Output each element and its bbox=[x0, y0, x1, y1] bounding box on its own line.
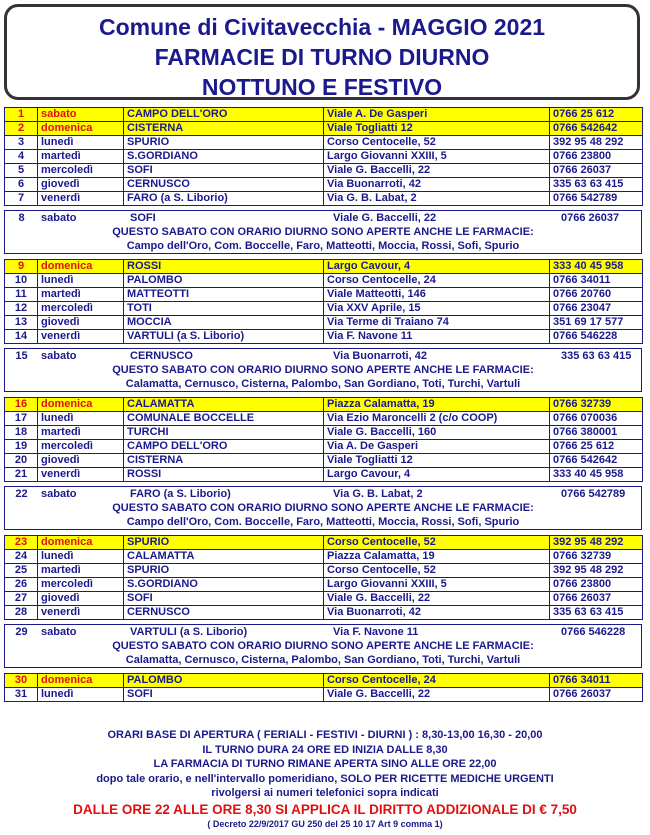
day-number: 1 bbox=[5, 108, 38, 122]
weekday: sabato bbox=[38, 108, 124, 122]
saturday-box bbox=[4, 624, 642, 668]
day-number: 6 bbox=[5, 178, 38, 192]
weekday: domenica bbox=[38, 260, 124, 274]
pharmacy-address: Piazza Calamatta, 19 bbox=[324, 398, 550, 412]
table-row bbox=[5, 136, 643, 150]
weekday: giovedì bbox=[38, 178, 124, 192]
weekday: domenica bbox=[38, 674, 124, 688]
pharmacy-phone: 333 40 45 958 bbox=[550, 260, 643, 274]
pharmacy-phone: 0766 23800 bbox=[550, 578, 643, 592]
pharmacy-phone: 392 95 48 292 bbox=[550, 136, 643, 150]
pharmacy-address: Piazza Calamatta, 19 bbox=[324, 550, 550, 564]
pharmacy-phone: 0766 26037 bbox=[550, 592, 643, 606]
pharmacy-name: CERNUSCO bbox=[124, 606, 324, 620]
opening-hours: ORARI BASE DI APERTURA ( FERIALI - FESTIVI - DIURNI ) : 8,30-13,00 16,30 - 20,00 bbox=[107, 729, 543, 741]
day-number: 10 bbox=[5, 274, 38, 288]
day-number: 22 bbox=[15, 488, 28, 500]
day-number: 26 bbox=[5, 578, 38, 592]
table-row bbox=[5, 606, 643, 620]
weekday: lunedì bbox=[38, 688, 124, 702]
saturday-open-list: Calamatta, Cernusco, Cisterna, Palombo, San Gordiano, Toti, Turchi, Vartuli bbox=[125, 654, 521, 666]
weekday: mercoledì bbox=[38, 302, 124, 316]
schedule-table bbox=[4, 535, 643, 620]
pharmacy-address: Via Buonarroti, 42 bbox=[324, 178, 550, 192]
table-row bbox=[5, 550, 643, 564]
pharmacy-phone: 333 40 45 958 bbox=[550, 468, 643, 482]
pharmacy-address: Via Ezio Maroncelli 2 (c/o COOP) bbox=[324, 412, 550, 426]
day-number: 29 bbox=[15, 626, 28, 638]
pharmacy-address: Via F. Navone 11 bbox=[324, 330, 550, 344]
pharmacy-name: TOTI bbox=[124, 302, 324, 316]
pharmacy-phone: 0766 26037 bbox=[550, 688, 643, 702]
day-number: 13 bbox=[5, 316, 38, 330]
weekday: martedì bbox=[38, 426, 124, 440]
pharmacy-name: PALOMBO bbox=[124, 674, 324, 688]
pharmacy-name: MATTEOTTI bbox=[124, 288, 324, 302]
page-title: Comune di Civitavecchia - MAGGIO 2021 bbox=[98, 14, 546, 40]
weekday: venerdì bbox=[38, 468, 124, 482]
pharmacy-name: CAMPO DELL'ORO bbox=[124, 440, 324, 454]
pharmacy-phone: 0766 070036 bbox=[550, 412, 643, 426]
weekday: domenica bbox=[38, 536, 124, 550]
pharmacy-address: Corso Centocelle, 52 bbox=[324, 136, 550, 150]
pharmacy-phone: 0766 25 612 bbox=[550, 440, 643, 454]
title-box bbox=[4, 4, 640, 100]
table-row bbox=[5, 192, 643, 206]
table-row bbox=[5, 150, 643, 164]
pharmacy-address: Via F. Navone 11 bbox=[333, 626, 419, 638]
pharmacy-phone: 0766 546228 bbox=[561, 626, 626, 638]
saturday-box bbox=[4, 348, 642, 392]
pharmacy-address: Corso Centocelle, 52 bbox=[324, 564, 550, 578]
day-number: 14 bbox=[5, 330, 38, 344]
phone-note: rivolgersi ai numeri telefonici sopra indicati bbox=[211, 787, 439, 799]
saturday-row bbox=[5, 625, 641, 639]
table-row bbox=[5, 260, 643, 274]
day-number: 21 bbox=[5, 468, 38, 482]
pharmacy-phone: 0766 542642 bbox=[550, 454, 643, 468]
weekday: sabato bbox=[41, 626, 77, 638]
pharmacy-phone: 0766 34011 bbox=[550, 674, 643, 688]
pharmacy-address: Largo Giovanni XXIII, 5 bbox=[324, 150, 550, 164]
pharmacy-address: Largo Cavour, 4 bbox=[324, 260, 550, 274]
decree-note: ( Decreto 22/9/2017 GU 250 del 25 10 17 Art 9 comma 1) bbox=[207, 818, 443, 829]
pharmacy-name: FARO (a S. Liborio) bbox=[124, 192, 324, 206]
pharmacy-phone: 0766 26037 bbox=[561, 212, 620, 224]
pharmacy-address: Viale G. Baccelli, 22 bbox=[324, 688, 550, 702]
pharmacy-name: CERNUSCO bbox=[130, 350, 193, 362]
pharmacy-name: TURCHI bbox=[124, 426, 324, 440]
day-number: 16 bbox=[5, 398, 38, 412]
weekday: mercoledì bbox=[38, 164, 124, 178]
weekday: sabato bbox=[41, 488, 77, 500]
pharmacy-address: Viale G. Baccelli, 160 bbox=[324, 426, 550, 440]
weekday: lunedì bbox=[38, 274, 124, 288]
pharmacy-name: SPURIO bbox=[124, 564, 324, 578]
day-number: 27 bbox=[5, 592, 38, 606]
table-row bbox=[5, 468, 643, 482]
day-number: 3 bbox=[5, 136, 38, 150]
saturday-note: QUESTO SABATO CON ORARIO DIURNO SONO APERTE ANCHE LE FARMACIE: bbox=[112, 364, 534, 376]
pharmacy-name: S.GORDIANO bbox=[124, 150, 324, 164]
urgent-note: dopo tale orario, e nell'intervallo pomeridiano, SOLO PER RICETTE MEDICHE URGENTI bbox=[96, 772, 554, 785]
day-number: 15 bbox=[15, 350, 28, 362]
day-number: 19 bbox=[5, 440, 38, 454]
day-number: 9 bbox=[5, 260, 38, 274]
page-subtitle-1: FARMACIE DI TURNO DIURNO bbox=[154, 44, 490, 70]
saturday-note: QUESTO SABATO CON ORARIO DIURNO SONO APERTE ANCHE LE FARMACIE: bbox=[112, 226, 534, 238]
pharmacy-address: Via Buonarroti, 42 bbox=[324, 606, 550, 620]
table-row bbox=[5, 330, 643, 344]
table-row bbox=[5, 564, 643, 578]
pharmacy-address: Largo Giovanni XXIII, 5 bbox=[324, 578, 550, 592]
weekday: giovedì bbox=[38, 316, 124, 330]
table-row bbox=[5, 178, 643, 192]
pharmacy-name: SOFI bbox=[124, 592, 324, 606]
pharmacy-address: Viale Togliatti 12 bbox=[324, 122, 550, 136]
pharmacy-address: Viale G. Baccelli, 22 bbox=[333, 212, 437, 224]
shift-duration: IL TURNO DURA 24 ORE ED INIZIA DALLE 8,30 bbox=[202, 743, 448, 756]
day-number: 12 bbox=[5, 302, 38, 316]
schedule bbox=[4, 107, 642, 702]
surcharge-note: DALLE ORE 22 ALLE ORE 8,30 SI APPLICA IL DIRITTO ADDIZIONALE DI € 7,50 bbox=[73, 801, 577, 817]
pharmacy-name: CALAMATTA bbox=[124, 550, 324, 564]
pharmacy-address: Via XXV Aprile, 15 bbox=[324, 302, 550, 316]
day-number: 31 bbox=[5, 688, 38, 702]
day-number: 24 bbox=[5, 550, 38, 564]
pharmacy-name: VARTULI (a S. Liborio) bbox=[124, 330, 324, 344]
day-number: 20 bbox=[5, 454, 38, 468]
pharmacy-phone: 0766 380001 bbox=[550, 426, 643, 440]
weekday: mercoledì bbox=[38, 440, 124, 454]
day-number: 4 bbox=[5, 150, 38, 164]
weekday: venerdì bbox=[38, 192, 124, 206]
day-number: 23 bbox=[5, 536, 38, 550]
saturday-open-list: Campo dell'Oro, Com. Boccelle, Faro, Matteotti, Moccia, Rossi, Sofi, Spurio bbox=[126, 516, 520, 528]
page-subtitle-2: NOTTUNO E FESTIVO bbox=[201, 74, 443, 100]
pharmacy-name: CALAMATTA bbox=[124, 398, 324, 412]
pharmacy-phone: 0766 20760 bbox=[550, 288, 643, 302]
weekday: martedì bbox=[38, 564, 124, 578]
weekday: sabato bbox=[41, 212, 77, 224]
saturday-note: QUESTO SABATO CON ORARIO DIURNO SONO APERTE ANCHE LE FARMACIE: bbox=[112, 502, 534, 514]
pharmacy-address: Via Terme di Traiano 74 bbox=[324, 316, 550, 330]
closing-time: LA FARMACIA DI TURNO RIMANE APERTA SINO ALLE ORE 22,00 bbox=[153, 758, 497, 770]
pharmacy-address: Largo Cavour, 4 bbox=[324, 468, 550, 482]
table-row bbox=[5, 592, 643, 606]
table-row bbox=[5, 302, 643, 316]
table-row bbox=[5, 426, 643, 440]
pharmacy-phone: 0766 23047 bbox=[550, 302, 643, 316]
table-row bbox=[5, 274, 643, 288]
weekday: lunedì bbox=[38, 136, 124, 150]
pharmacy-name: COMUNALE BOCCELLE bbox=[124, 412, 324, 426]
day-number: 28 bbox=[5, 606, 38, 620]
pharmacy-address: Viale Togliatti 12 bbox=[324, 454, 550, 468]
pharmacy-phone: 0766 26037 bbox=[550, 164, 643, 178]
pharmacy-address: Viale G. Baccelli, 22 bbox=[324, 164, 550, 178]
schedule-table bbox=[4, 259, 643, 344]
schedule-table bbox=[4, 397, 643, 482]
pharmacy-phone: 0766 542642 bbox=[550, 122, 643, 136]
pharmacy-phone: 351 69 17 577 bbox=[550, 316, 643, 330]
pharmacy-address: Via A. De Gasperi bbox=[324, 440, 550, 454]
pharmacy-phone: 335 63 63 415 bbox=[561, 350, 632, 362]
pharmacy-phone: 0766 546228 bbox=[550, 330, 643, 344]
pharmacy-name: SOFI bbox=[124, 164, 324, 178]
footer-notes bbox=[0, 728, 650, 830]
weekday: mercoledì bbox=[38, 578, 124, 592]
table-row bbox=[5, 288, 643, 302]
pharmacy-phone: 0766 542789 bbox=[561, 488, 626, 500]
pharmacy-name: CERNUSCO bbox=[124, 178, 324, 192]
table-row bbox=[5, 578, 643, 592]
day-number: 18 bbox=[5, 426, 38, 440]
day-number: 5 bbox=[5, 164, 38, 178]
weekday: martedì bbox=[38, 150, 124, 164]
pharmacy-name: CAMPO DELL'ORO bbox=[124, 108, 324, 122]
weekday: giovedì bbox=[38, 454, 124, 468]
saturday-box bbox=[4, 210, 642, 254]
pharmacy-name: SPURIO bbox=[124, 136, 324, 150]
pharmacy-phone: 0766 542789 bbox=[550, 192, 643, 206]
table-row bbox=[5, 316, 643, 330]
pharmacy-name: S.GORDIANO bbox=[124, 578, 324, 592]
pharmacy-phone: 0766 32739 bbox=[550, 550, 643, 564]
weekday: lunedì bbox=[38, 550, 124, 564]
saturday-row bbox=[5, 211, 641, 225]
pharmacy-phone: 392 95 48 292 bbox=[550, 536, 643, 550]
weekday: giovedì bbox=[38, 592, 124, 606]
pharmacy-address: Viale Matteotti, 146 bbox=[324, 288, 550, 302]
pharmacy-phone: 392 95 48 292 bbox=[550, 564, 643, 578]
table-row bbox=[5, 398, 643, 412]
pharmacy-phone: 0766 32739 bbox=[550, 398, 643, 412]
pharmacy-name: PALOMBO bbox=[124, 274, 324, 288]
saturday-row bbox=[5, 487, 641, 501]
pharmacy-address: Corso Centocelle, 52 bbox=[324, 536, 550, 550]
saturday-open-list: Campo dell'Oro, Com. Boccelle, Faro, Matteotti, Moccia, Rossi, Sofi, Spurio bbox=[126, 240, 520, 252]
table-row bbox=[5, 688, 643, 702]
table-row bbox=[5, 454, 643, 468]
weekday: martedì bbox=[38, 288, 124, 302]
saturday-box bbox=[4, 486, 642, 530]
day-number: 7 bbox=[5, 192, 38, 206]
schedule-table bbox=[4, 673, 643, 702]
table-row bbox=[5, 108, 643, 122]
pharmacy-name: CISTERNA bbox=[124, 122, 324, 136]
table-row bbox=[5, 164, 643, 178]
day-number: 30 bbox=[5, 674, 38, 688]
weekday: lunedì bbox=[38, 412, 124, 426]
table-row bbox=[5, 674, 643, 688]
pharmacy-address: Via Buonarroti, 42 bbox=[333, 350, 427, 362]
day-number: 2 bbox=[5, 122, 38, 136]
weekday: sabato bbox=[41, 350, 77, 362]
day-number: 11 bbox=[5, 288, 38, 302]
pharmacy-name: SPURIO bbox=[124, 536, 324, 550]
table-row bbox=[5, 122, 643, 136]
pharmacy-address: Via G. B. Labat, 2 bbox=[333, 488, 423, 500]
pharmacy-phone: 0766 34011 bbox=[550, 274, 643, 288]
day-number: 17 bbox=[5, 412, 38, 426]
weekday: venerdì bbox=[38, 606, 124, 620]
table-row bbox=[5, 440, 643, 454]
pharmacy-address: Corso Centocelle, 24 bbox=[324, 274, 550, 288]
schedule-table bbox=[4, 107, 643, 206]
pharmacy-name: ROSSI bbox=[124, 468, 324, 482]
table-row bbox=[5, 412, 643, 426]
saturday-open-list: Calamatta, Cernusco, Cisterna, Palombo, San Gordiano, Toti, Turchi, Vartuli bbox=[125, 378, 521, 390]
weekday: domenica bbox=[38, 398, 124, 412]
pharmacy-phone: 0766 25 612 bbox=[550, 108, 643, 122]
pharmacy-name: SOFI bbox=[130, 212, 156, 224]
pharmacy-name: FARO (a S. Liborio) bbox=[130, 488, 231, 500]
pharmacy-address: Corso Centocelle, 24 bbox=[324, 674, 550, 688]
table-row bbox=[5, 536, 643, 550]
pharmacy-name: ROSSI bbox=[124, 260, 324, 274]
saturday-note: QUESTO SABATO CON ORARIO DIURNO SONO APERTE ANCHE LE FARMACIE: bbox=[112, 640, 534, 652]
saturday-row bbox=[5, 349, 641, 363]
pharmacy-phone: 335 63 63 415 bbox=[550, 606, 643, 620]
pharmacy-name: VARTULI (a S. Liborio) bbox=[130, 626, 248, 638]
day-number: 8 bbox=[18, 212, 25, 224]
pharmacy-address: Viale A. De Gasperi bbox=[324, 108, 550, 122]
pharmacy-name: SOFI bbox=[124, 688, 324, 702]
weekday: domenica bbox=[38, 122, 124, 136]
pharmacy-address: Viale G. Baccelli, 22 bbox=[324, 592, 550, 606]
pharmacy-name: MOCCIA bbox=[124, 316, 324, 330]
pharmacy-phone: 0766 23800 bbox=[550, 150, 643, 164]
pharmacy-name: CISTERNA bbox=[124, 454, 324, 468]
pharmacy-address: Via G. B. Labat, 2 bbox=[324, 192, 550, 206]
pharmacy-phone: 335 63 63 415 bbox=[550, 178, 643, 192]
day-number: 25 bbox=[5, 564, 38, 578]
weekday: venerdì bbox=[38, 330, 124, 344]
